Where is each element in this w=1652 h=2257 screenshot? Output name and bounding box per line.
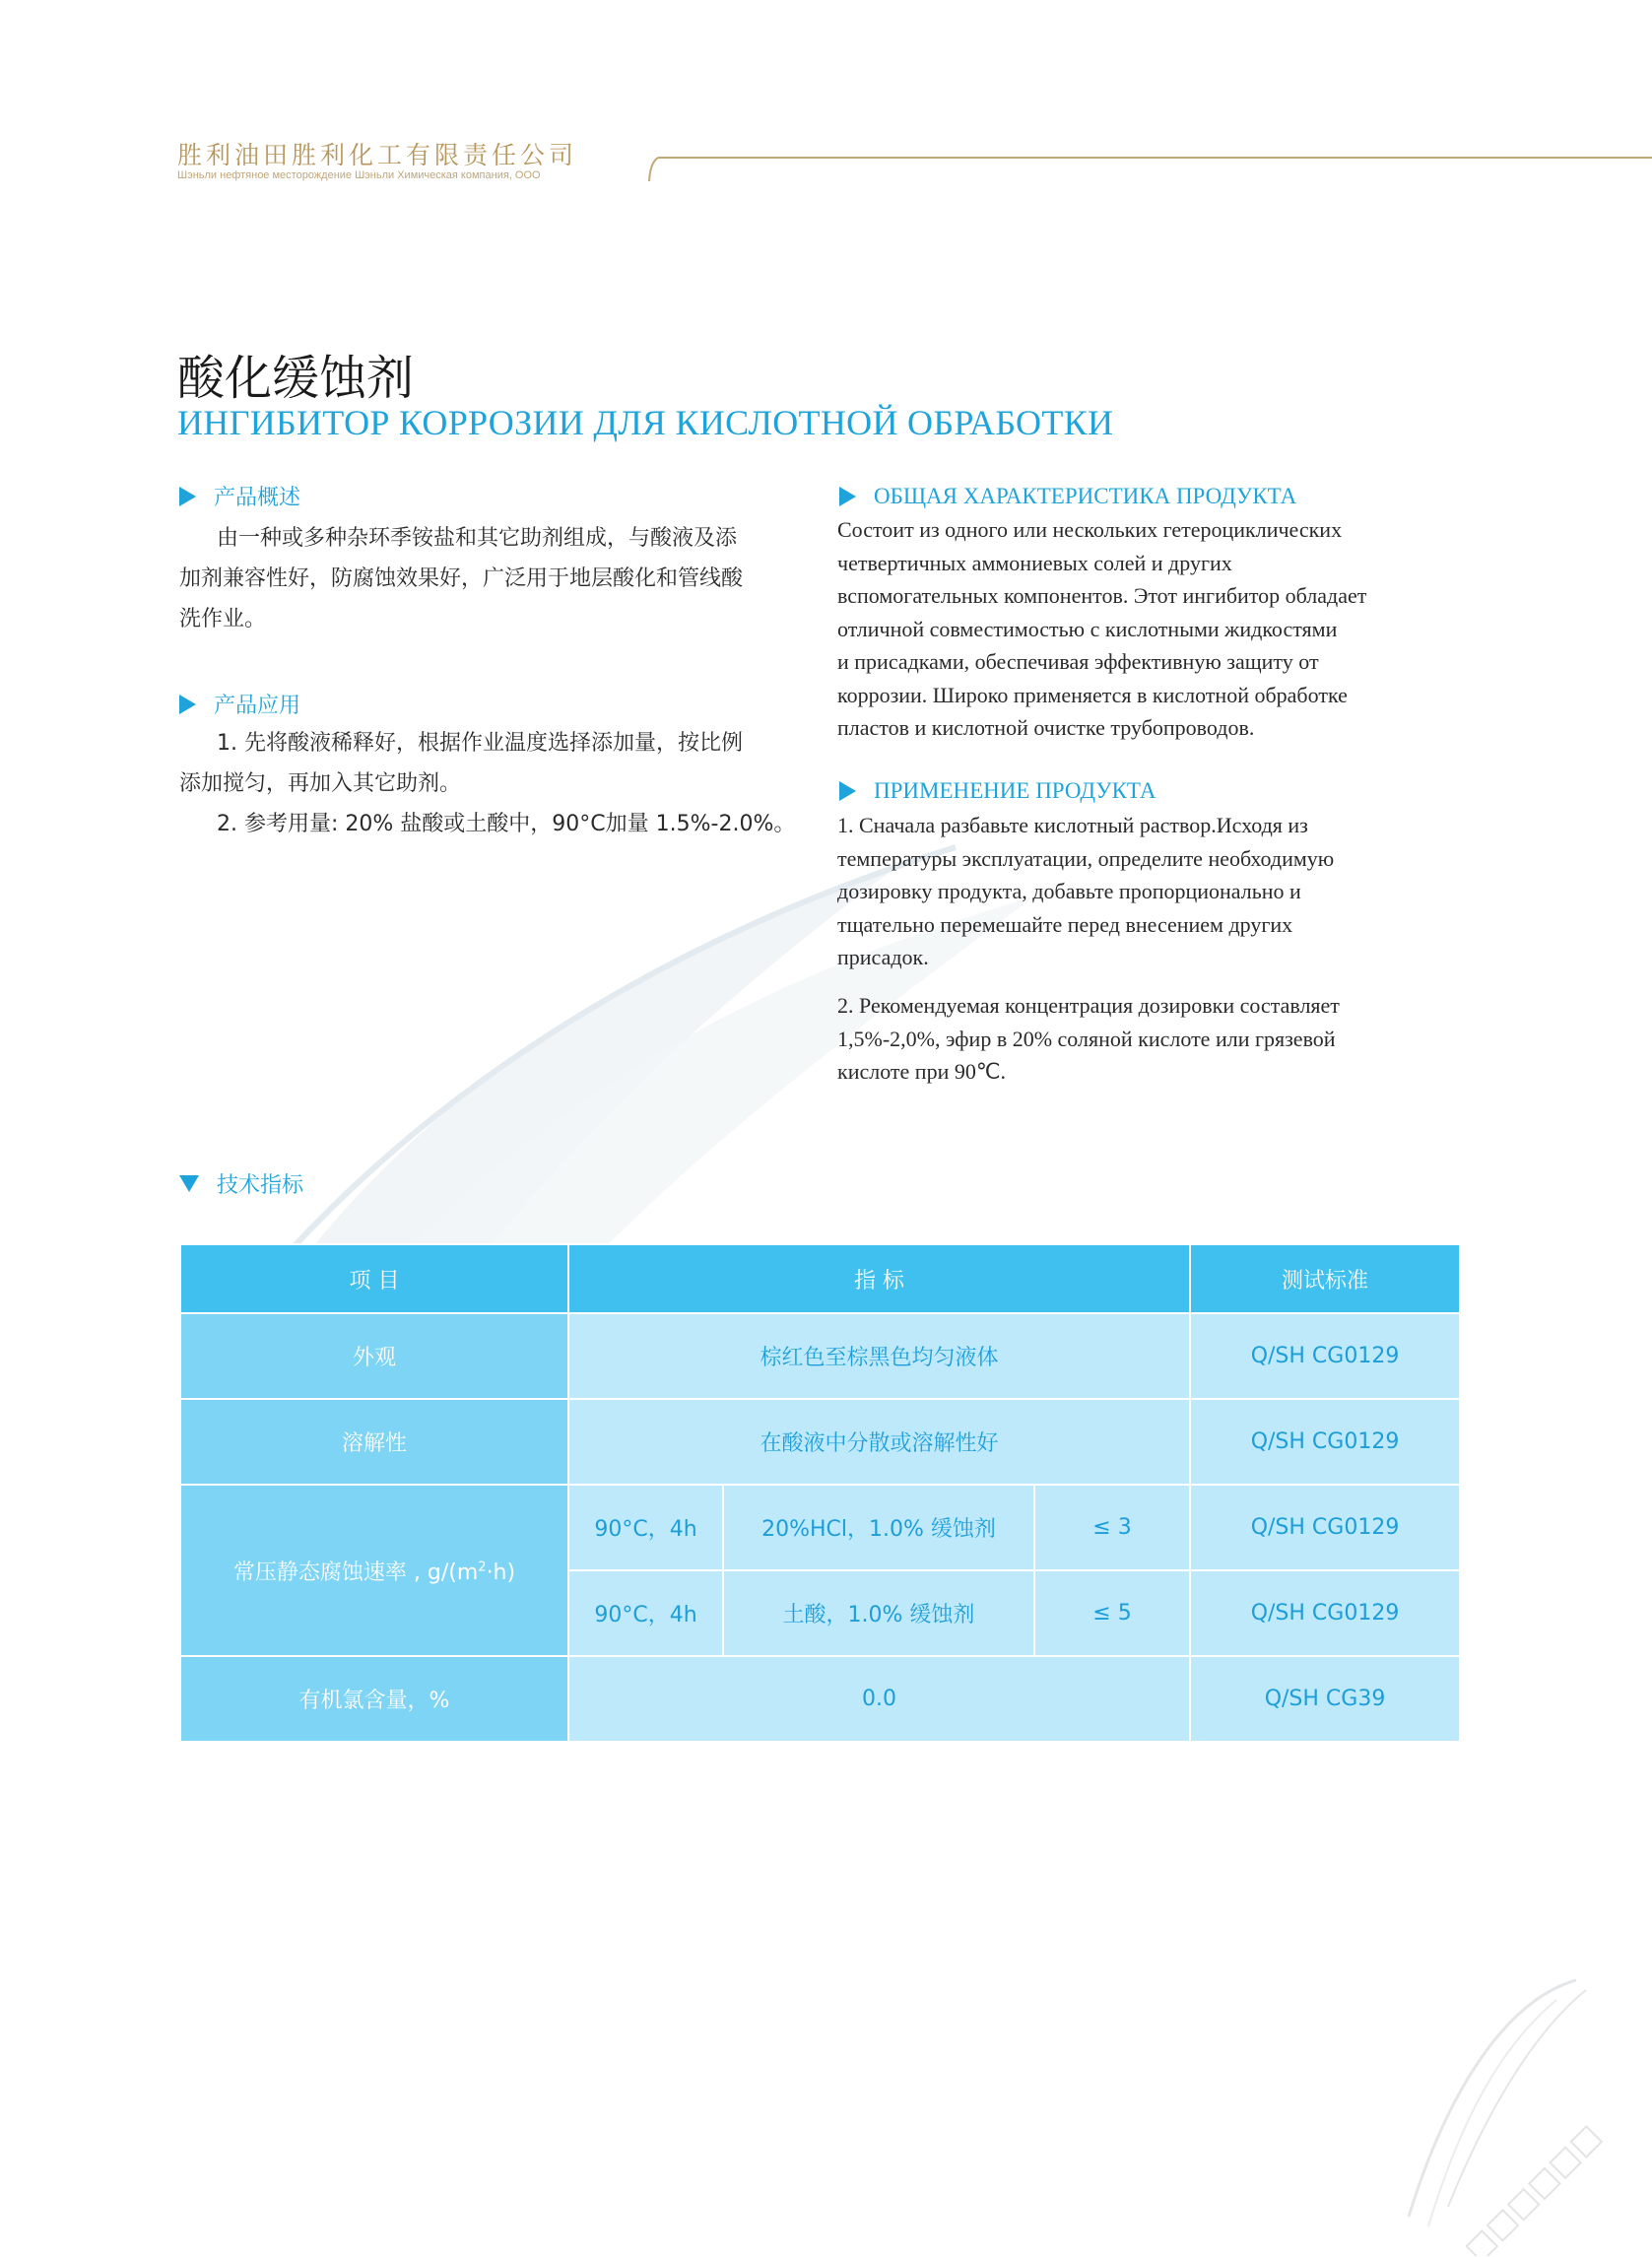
corrosion-standard-2: Q/SH CG0129 — [1190, 1570, 1460, 1656]
ru-overview-paragraph — [837, 513, 1468, 745]
corrosion-label-superscript: 2 — [478, 1560, 487, 1575]
corrosion-limit-1: ≤ 3 — [1034, 1485, 1190, 1570]
text-line: кислоте при 90℃. — [837, 1059, 1007, 1084]
ru-application-paragraph-1 — [837, 809, 1468, 974]
text-line: 1. 先将酸液稀释好，根据作业温度选择添加量，按比例 — [217, 731, 743, 756]
corrosion-condition-1: 90°C，4h — [568, 1485, 723, 1570]
triangle-right-icon — [839, 781, 856, 801]
product-title-ru: ИНГИБИТОР КОРРОЗИИ ДЛЯ КИСЛОТНОЙ ОБРАБОТКИ — [177, 403, 1114, 442]
cn-application-heading — [179, 689, 300, 719]
corrosion-label-text: 常压静态腐蚀速率 , g/(m — [232, 1560, 479, 1585]
header-standard: 测试标准 — [1190, 1244, 1460, 1313]
row-label-organic-chlorine: 有机氯含量，% — [180, 1656, 568, 1742]
tech-spec-heading — [179, 1168, 303, 1199]
tech-spec-table — [179, 1243, 1461, 1743]
triangle-right-icon — [179, 487, 196, 506]
text-line: пластов и кислотной очистке трубопроводов. — [837, 715, 1255, 740]
header-index: 指 标 — [568, 1244, 1190, 1313]
cn-overview-heading — [179, 481, 300, 511]
text-line: тщательно перемешайте перед внесением других — [837, 911, 1293, 937]
text-line: Состоит из одного или нескольких гетероциклических — [837, 517, 1343, 542]
triangle-down-icon — [179, 1175, 199, 1192]
ru-overview-heading-text: ОБЩАЯ ХАРАКТЕРИСТИКА ПРОДУКТА — [874, 484, 1297, 508]
cn-application-heading-text: 产品应用 — [214, 694, 301, 718]
text-line: четвертичных аммониевых солей и других — [837, 550, 1232, 575]
text-line: 添加搅匀，再加入其它助剂。 — [179, 771, 462, 796]
tech-spec-heading-text: 技术指标 — [217, 1173, 304, 1198]
text-line: 洗作业。 — [179, 607, 267, 631]
product-title-cn: 酸化缓蚀剂 — [177, 351, 415, 406]
text-line: 由一种或多种杂环季铵盐和其它助剂组成，与酸液及添 — [217, 526, 738, 551]
company-name-ru: Шэньли нефтяное месторождение Шэньли Химическая компания, ООО — [177, 169, 541, 181]
ru-overview-heading — [839, 484, 1296, 509]
cn-application-paragraph — [179, 723, 829, 844]
row-standard-solubility: Q/SH CG0129 — [1190, 1399, 1460, 1485]
header-item: 项 目 — [180, 1244, 568, 1313]
corrosion-limit-2: ≤ 5 — [1034, 1570, 1190, 1656]
text-line: присадок. — [837, 945, 929, 969]
text-line: 2. 参考用量: 20% 盐酸或土酸中，90°C加量 1.5%-2.0%。 — [217, 812, 796, 836]
ru-application-heading-text: ПРИМЕНЕНИЕ ПРОДУКТА — [874, 778, 1156, 803]
cn-overview-heading-text: 产品概述 — [214, 486, 301, 510]
ru-application-paragraph-2 — [837, 989, 1468, 1089]
header-divider-line — [658, 157, 1652, 159]
table-header-row — [180, 1244, 1460, 1313]
row-value-solubility: 在酸液中分散或溶解性好 — [568, 1399, 1190, 1485]
table-row — [180, 1399, 1460, 1485]
row-value-organic-chlorine: 0.0 — [568, 1656, 1190, 1742]
row-label-solubility: 溶解性 — [180, 1399, 568, 1485]
text-line: 1,5%-2,0%, эфир в 20% соляной кислоте или грязевой — [837, 1026, 1336, 1051]
row-standard-appearance: Q/SH CG0129 — [1190, 1313, 1460, 1399]
corrosion-medium-2: 土酸，1.0% 缓蚀剂 — [723, 1570, 1034, 1656]
triangle-right-icon — [839, 487, 856, 506]
text-line: температуры эксплуатации, определите необходимую — [837, 845, 1335, 871]
header-line-curve — [644, 155, 674, 184]
text-line: 1. Сначала разбавьте кислотный раствор.Исходя из — [837, 813, 1308, 837]
corrosion-medium-1: 20%HCl，1.0% 缓蚀剂 — [723, 1485, 1034, 1570]
company-name-cn: 胜利油田胜利化工有限责任公司 — [177, 141, 578, 169]
ru-application-heading — [839, 778, 1156, 804]
triangle-right-icon — [179, 695, 196, 714]
text-line: и присадками, обеспечивая эффективную защиту от — [837, 649, 1319, 674]
corrosion-standard-1: Q/SH CG0129 — [1190, 1485, 1460, 1570]
text-line: коррозии. Широко применяется в кислотной обработке — [837, 682, 1348, 707]
row-label-appearance: 外观 — [180, 1313, 568, 1399]
text-line: 2. Рекомендуемая концентрация дозировки составляет — [837, 993, 1340, 1018]
row-standard-organic-chlorine: Q/SH CG39 — [1190, 1656, 1460, 1742]
table-row — [180, 1656, 1460, 1742]
cn-overview-paragraph — [179, 518, 810, 639]
text-line: дозировку продукта, добавьте пропорционально и — [837, 879, 1301, 903]
text-line: вспомогательных компонентов. Этот ингибитор обладает — [837, 583, 1367, 608]
corrosion-label-suffix: ·h) — [486, 1560, 516, 1585]
text-line: отличной совместимостью с кислотными жидкостями — [837, 616, 1338, 641]
company-logo-watermark — [1389, 1960, 1645, 2256]
corrosion-condition-2: 90°C，4h — [568, 1570, 723, 1656]
row-value-appearance: 棕红色至棕黑色均匀液体 — [568, 1313, 1190, 1399]
text-line: 加剂兼容性好，防腐蚀效果好，广泛用于地层酸化和管线酸 — [179, 566, 744, 591]
table-row — [180, 1485, 1460, 1570]
row-label-corrosion-rate — [180, 1485, 568, 1656]
table-row — [180, 1313, 1460, 1399]
